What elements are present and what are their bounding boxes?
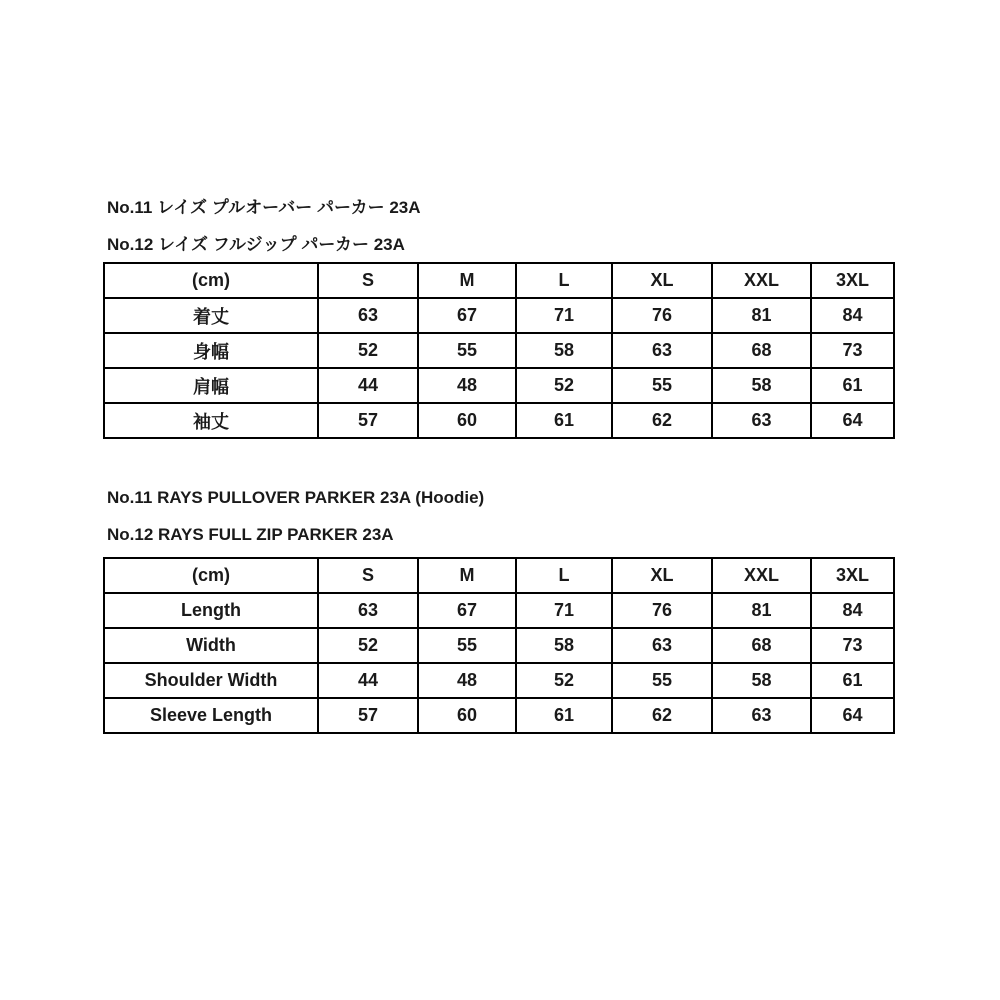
cell-value: 44 [318,663,418,698]
cell-value: 63 [712,403,811,438]
table-en-header-unit: (cm) [104,558,318,593]
table-en-header-s: S [318,558,418,593]
title-ja-no11: No.11 レイズ プルオーバー パーカー 23A [107,198,421,217]
size-table-japanese [103,262,895,439]
cell-value: 84 [811,593,894,628]
cell-value: 61 [516,403,612,438]
cell-value: 76 [612,298,712,333]
table-row-sleeve-length-en [104,698,894,733]
table-ja-header-3xl: 3XL [811,263,894,298]
cell-value: 58 [712,368,811,403]
cell-value: 52 [516,368,612,403]
cell-value: 62 [612,698,712,733]
cell-value: 57 [318,403,418,438]
cell-value: 55 [612,663,712,698]
row-label: Width [104,628,318,663]
cell-value: 61 [811,368,894,403]
cell-value: 67 [418,593,516,628]
cell-value: 48 [418,368,516,403]
title-en-no11: No.11 RAYS PULLOVER PARKER 23A (Hoodie) [107,488,485,507]
cell-value: 64 [811,698,894,733]
size-table-english [103,557,895,734]
row-label: 肩幅 [104,368,318,403]
table-ja-header-m: M [418,263,516,298]
cell-value: 58 [516,333,612,368]
table-row-shoulder-width-ja [104,368,894,403]
title-ja-no12: No.12 レイズ フルジップ パーカー 23A [107,235,405,254]
row-label: 身幅 [104,333,318,368]
cell-value: 76 [612,593,712,628]
table-row-shoulder-width-en [104,663,894,698]
table-en-header-row [104,558,894,593]
cell-value: 63 [712,698,811,733]
cell-value: 64 [811,403,894,438]
cell-value: 58 [712,663,811,698]
table-ja-header-unit: (cm) [104,263,318,298]
table-ja-header-xl: XL [612,263,712,298]
cell-value: 60 [418,698,516,733]
table-en-header-l: L [516,558,612,593]
cell-value: 71 [516,298,612,333]
cell-value: 55 [612,368,712,403]
table-ja-header-s: S [318,263,418,298]
cell-value: 73 [811,333,894,368]
table-ja-header-l: L [516,263,612,298]
title-en-no12: No.12 RAYS FULL ZIP PARKER 23A [107,525,394,544]
cell-value: 61 [516,698,612,733]
cell-value: 71 [516,593,612,628]
table-ja-header-xxl: XXL [712,263,811,298]
table-row-length-en [104,593,894,628]
table-en-header-3xl: 3XL [811,558,894,593]
cell-value: 67 [418,298,516,333]
table-ja-header-row [104,263,894,298]
row-label: Sleeve Length [104,698,318,733]
cell-value: 52 [516,663,612,698]
cell-value: 81 [712,298,811,333]
cell-value: 84 [811,298,894,333]
table-row-body-length-ja [104,298,894,333]
cell-value: 81 [712,593,811,628]
cell-value: 60 [418,403,516,438]
row-label: 袖丈 [104,403,318,438]
cell-value: 52 [318,333,418,368]
cell-value: 48 [418,663,516,698]
row-label: Length [104,593,318,628]
cell-value: 55 [418,333,516,368]
cell-value: 63 [318,298,418,333]
table-en-header-xxl: XXL [712,558,811,593]
cell-value: 73 [811,628,894,663]
table-row-sleeve-length-ja [104,403,894,438]
cell-value: 62 [612,403,712,438]
table-en-header-m: M [418,558,516,593]
table-row-body-width-ja [104,333,894,368]
cell-value: 63 [318,593,418,628]
cell-value: 52 [318,628,418,663]
row-label: Shoulder Width [104,663,318,698]
row-label: 着丈 [104,298,318,333]
cell-value: 63 [612,628,712,663]
cell-value: 63 [612,333,712,368]
cell-value: 57 [318,698,418,733]
cell-value: 58 [516,628,612,663]
cell-value: 68 [712,333,811,368]
cell-value: 61 [811,663,894,698]
cell-value: 44 [318,368,418,403]
table-row-width-en [104,628,894,663]
cell-value: 68 [712,628,811,663]
table-en-header-xl: XL [612,558,712,593]
cell-value: 55 [418,628,516,663]
